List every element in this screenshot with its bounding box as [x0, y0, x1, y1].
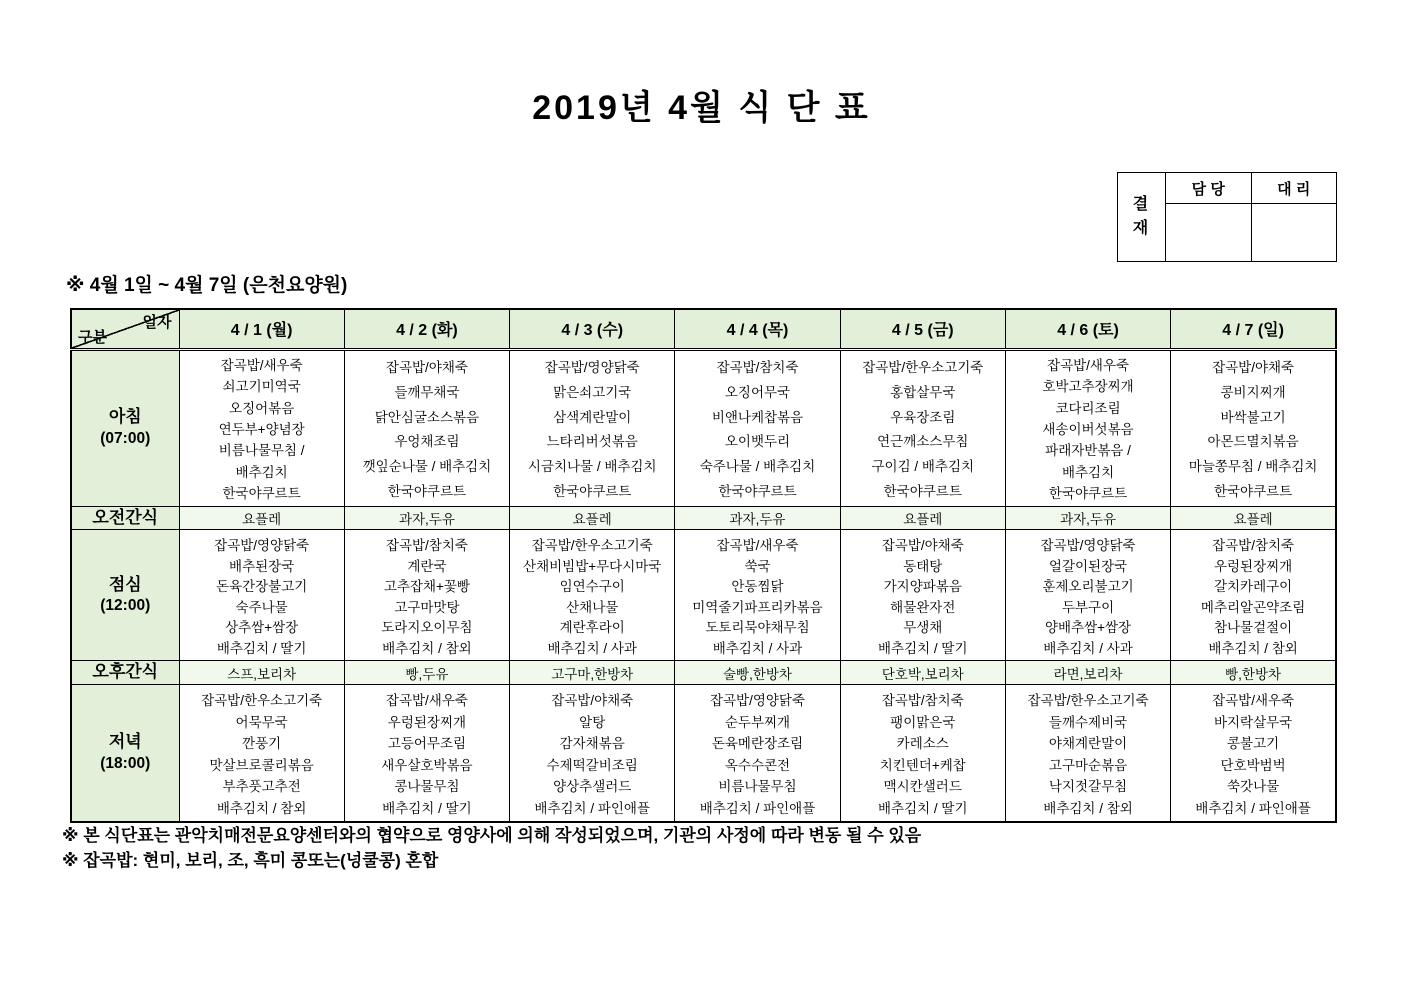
menu-item: 양배추쌈+쌈장 [1044, 620, 1132, 636]
menu-cell-lines [180, 532, 344, 659]
menu-item: 갈치카레구이 [1213, 579, 1293, 595]
menu-item: 쑥국 [744, 558, 771, 574]
row-label [71, 661, 179, 685]
menu-item: 도토리묵야채무침 [705, 620, 810, 636]
menu-cell [510, 349, 675, 506]
menu-item: 쇠고기미역국 [222, 379, 301, 395]
snack-cell: 술빵,한방차 [675, 661, 840, 685]
menu-item: 계란후라이 [559, 620, 625, 636]
menu-item: 배추김치 / 사과 [712, 640, 803, 656]
menu-item: 배추김치 / 참외 [382, 640, 472, 656]
menu-cell-lines [675, 532, 839, 659]
menu-item: 팽이맑은국 [890, 714, 956, 730]
day-header: 4 / 2 (화) [344, 309, 509, 349]
row-label-text: 아침 [108, 407, 142, 427]
menu-item: 치킨텐더+케찹 [879, 757, 966, 773]
menu-item: 어묵무국 [235, 714, 288, 730]
menu-cell-lines [510, 532, 674, 659]
snack-cell: 빵,두유 [344, 661, 509, 685]
menu-item: 안동찜닭 [731, 579, 784, 595]
menu-cell [179, 349, 344, 506]
menu-cell-lines [1006, 687, 1170, 820]
snack-cell: 요플레 [179, 506, 344, 530]
menu-item: 배추된장국 [229, 558, 295, 574]
menu-item: 배추김치 / 딸기 [878, 640, 968, 656]
approval-stamp-label [1118, 173, 1166, 262]
menu-cell [1005, 349, 1170, 506]
menu-item: 배추김치 / 파인애플 [534, 800, 650, 816]
week-range-subtitle: ※ 4월 1일 ~ 4월 7일 (은천요양원) [66, 275, 348, 296]
menu-item: 수제떡갈비조림 [546, 757, 638, 773]
menu-item: 한국야쿠르트 [1213, 484, 1293, 500]
menu-cell [344, 349, 509, 506]
menu-item: 파래자반볶음 / [1045, 443, 1131, 459]
menu-cell-lines [345, 352, 509, 505]
menu-item: 배추김치 / 참외 [1043, 800, 1133, 816]
menu-item: 잡곡밥/야채죽 [1212, 359, 1295, 375]
menu-item: 감자채볶음 [559, 736, 625, 752]
menu-item: 새우살호박볶음 [381, 757, 473, 773]
snack-row [71, 506, 1336, 530]
menu-item: 한국야쿠르트 [553, 484, 632, 500]
menu-item: 한국야쿠르트 [718, 484, 797, 500]
menu-item: 바싹불고기 [1220, 409, 1286, 425]
footer-notes [62, 824, 921, 873]
menu-cell-lines [510, 352, 674, 505]
menu-cell-lines [1171, 352, 1335, 505]
day-header: 4 / 6 (토) [1005, 309, 1170, 349]
row-label-text: 점심 [108, 574, 142, 594]
menu-item: 잡곡밥/한우소고기죽 [531, 538, 653, 554]
corner-label-category: 구분 [78, 328, 107, 346]
menu-item: 들깨수제비국 [1048, 714, 1128, 730]
menu-item: 콩나물무침 [394, 779, 460, 795]
menu-item: 홍합살무국 [890, 384, 956, 400]
menu-cell-lines [345, 687, 509, 820]
menu-item: 잡곡밥/한우소고기죽 [201, 693, 323, 709]
snack-cell: 과자,두유 [344, 506, 509, 530]
menu-item: 잡곡밥/참치죽 [385, 538, 468, 554]
menu-cell [1171, 530, 1336, 661]
menu-item: 삼색계란말이 [553, 409, 632, 425]
menu-item: 고추잡채+꽃빵 [383, 579, 470, 595]
approval-col-manager: 담 당 [1166, 173, 1252, 204]
menu-item: 새송이버섯볶음 [1042, 421, 1134, 437]
menu-item: 잡곡밥/야채죽 [385, 359, 468, 375]
menu-item: 호박고추장찌개 [1042, 379, 1134, 395]
menu-item: 배추김치 [235, 464, 288, 480]
menu-item: 잡곡밥/참치죽 [1212, 538, 1295, 554]
menu-item: 잡곡밥/새우죽 [1047, 358, 1130, 374]
menu-item: 참나물겉절이 [1213, 620, 1293, 636]
menu-item: 잡곡밥/야채죽 [881, 538, 964, 554]
menu-item: 숙주나물 [235, 599, 288, 615]
menu-item: 순두부찌개 [724, 714, 791, 730]
menu-cell [179, 685, 344, 822]
menu-item: 가지양파볶음 [883, 579, 962, 595]
day-header: 4 / 7 (일) [1171, 309, 1336, 349]
menu-cell-lines [675, 352, 839, 505]
row-label [71, 506, 179, 530]
row-label-time: (18:00) [100, 755, 151, 773]
menu-item: 바지락살무국 [1213, 714, 1293, 730]
table-header-row [71, 309, 1336, 349]
menu-cell [840, 530, 1005, 661]
menu-cell-lines [1171, 687, 1335, 820]
menu-item: 우렁된장찌개 [387, 714, 467, 730]
snack-cell: 빵,한방차 [1171, 661, 1336, 685]
menu-cell [344, 530, 509, 661]
menu-item: 임연수구이 [559, 579, 625, 595]
menu-item: 도라지오이무침 [381, 620, 473, 636]
menu-cell-lines [841, 352, 1005, 505]
menu-item: 잡곡밥/영양닭죽 [214, 538, 310, 554]
menu-item: 잡곡밥/영양닭죽 [544, 359, 640, 375]
menu-item: 배추김치 / 파인애플 [1195, 800, 1311, 816]
menu-item: 숙주나물 / 배추김치 [699, 459, 816, 475]
menu-item: 배추김치 / 사과 [547, 640, 637, 656]
menu-cell-lines [510, 687, 674, 820]
approval-col-deputy: 대 리 [1251, 173, 1337, 204]
menu-item: 배추김치 / 참외 [1208, 640, 1298, 656]
snack-cell: 요플레 [510, 506, 675, 530]
snack-cell: 라면,보리차 [1005, 661, 1170, 685]
menu-cell-lines [1006, 352, 1170, 505]
meal-row [71, 685, 1336, 822]
snack-cell: 과자,두유 [675, 506, 840, 530]
page-title: 2019년 4월 식 단 표 [532, 89, 871, 127]
menu-item: 두부구이 [1061, 599, 1115, 615]
menu-cell-lines [1171, 532, 1335, 659]
menu-item: 단호박범벅 [1220, 757, 1286, 773]
menu-item: 고구마순볶음 [1048, 757, 1128, 773]
meal-row [71, 530, 1336, 661]
menu-item: 맥시칸샐러드 [883, 779, 962, 795]
corner-label-date: 일자 [142, 314, 172, 331]
menu-item: 아몬드멸치볶음 [1207, 434, 1299, 450]
menu-item: 배추김치 / 딸기 [878, 800, 968, 816]
menu-item: 배추김치 / 파인애플 [699, 800, 816, 816]
day-header: 4 / 1 (월) [179, 309, 344, 349]
row-label-text: 오후간식 [92, 662, 159, 682]
menu-item: 잡곡밥/새우죽 [1212, 693, 1295, 709]
menu-item: 잡곡밥/새우죽 [220, 358, 303, 374]
menu-item: 연근깨소스무침 [877, 434, 969, 450]
menu-cell [675, 349, 840, 506]
menu-cell [1005, 685, 1170, 822]
menu-item: 우엉채조림 [394, 434, 460, 450]
row-label [71, 530, 179, 661]
menu-item: 상추쌈+쌈장 [225, 620, 299, 636]
menu-item: 고구마맛탕 [394, 599, 460, 615]
row-label [71, 349, 179, 506]
menu-item: 동태탕 [903, 558, 943, 574]
snack-cell: 고구마,한방차 [510, 661, 675, 685]
menu-cell [675, 685, 840, 822]
approval-stamp-text: 결재 [1132, 196, 1151, 237]
menu-cell-lines [180, 352, 344, 505]
menu-item: 무생채 [903, 620, 943, 636]
menu-cell [840, 349, 1005, 506]
menu-cell [179, 530, 344, 661]
menu-item: 비름나물무침 [718, 779, 797, 795]
menu-item: 맛살브로콜리볶음 [209, 757, 314, 773]
approval-sign-cell-deputy [1251, 204, 1337, 262]
menu-item: 닭안심굴소스볶음 [374, 409, 480, 425]
menu-item: 깐풍기 [242, 736, 282, 752]
menu-cell [1171, 349, 1336, 506]
menu-item: 코다리조림 [1055, 400, 1121, 416]
menu-item: 잡곡밥/새우죽 [385, 693, 468, 709]
menu-cell [1005, 530, 1170, 661]
menu-cell [675, 530, 840, 661]
menu-item: 잡곡밥/한우소고기죽 [1027, 693, 1149, 709]
snack-cell: 과자,두유 [1005, 506, 1170, 530]
menu-item: 한국야쿠르트 [222, 485, 301, 501]
row-label-time: (12:00) [100, 597, 151, 615]
menu-item: 오징어볶음 [229, 400, 295, 416]
menu-item: 깻잎순나물 / 배추김치 [362, 459, 492, 475]
note-line: ※ 본 식단표는 관악치매전문요양센터와의 협약으로 영양사에 의해 작성되었으며, 기관의 사정에 따라 변동 될 수 있음 [62, 826, 922, 845]
row-label-text: 저녁 [108, 732, 142, 752]
menu-cell-lines [675, 687, 839, 820]
menu-item: 구이김 / 배추김치 [871, 459, 975, 475]
approval-box [1117, 172, 1337, 262]
menu-item: 맑은쇠고기국 [553, 384, 632, 400]
menu-cell-lines [841, 532, 1005, 659]
menu-item: 돈육간장불고기 [215, 579, 308, 595]
row-label [71, 685, 179, 822]
menu-item: 잡곡밥/영양닭죽 [709, 693, 805, 709]
menu-item: 우육장조림 [890, 409, 956, 425]
menu-cell-lines [345, 532, 509, 659]
menu-cell-lines [180, 687, 344, 820]
menu-cell-lines [1006, 532, 1170, 659]
menu-item: 잡곡밥/참치죽 [881, 693, 964, 709]
menu-item: 한국야쿠르트 [1048, 485, 1128, 501]
menu-item: 산채비빔밥+무다시마국 [523, 558, 662, 574]
day-header: 4 / 4 (목) [675, 309, 840, 349]
snack-cell: 요플레 [1171, 506, 1336, 530]
menu-item: 잡곡밥/한우소고기죽 [862, 359, 984, 375]
menu-item: 낙지젓갈무침 [1048, 779, 1128, 795]
menu-item: 배추김치 / 사과 [1043, 640, 1133, 656]
menu-item: 쑥갓나물 [1227, 779, 1280, 795]
snack-row [71, 661, 1336, 685]
snack-cell: 스프,보리차 [179, 661, 344, 685]
menu-item: 알탕 [579, 714, 606, 730]
menu-item: 카레소스 [896, 736, 949, 752]
menu-item: 우렁된장찌개 [1213, 558, 1293, 574]
row-label-text: 오전간식 [92, 507, 159, 527]
menu-item: 들깨무채국 [394, 384, 460, 400]
note-line: ※ 잡곡밥: 현미, 보리, 조, 흑미 콩또는(넝쿨콩) 혼합 [62, 850, 439, 870]
menu-item: 잡곡밥/참치죽 [716, 359, 799, 375]
day-header: 4 / 3 (수) [510, 309, 675, 349]
menu-cell [510, 530, 675, 661]
snack-cell: 단호박,보리차 [840, 661, 1005, 685]
menu-item: 계란국 [407, 558, 447, 574]
menu-item: 연두부+양념장 [218, 421, 305, 437]
row-label-time: (07:00) [100, 430, 151, 447]
menu-item: 미역줄기파프리카볶음 [692, 599, 823, 615]
menu-item: 잡곡밥/영양닭죽 [1040, 538, 1136, 554]
menu-cell [840, 685, 1005, 822]
weekly-menu-table [70, 308, 1337, 823]
corner-cell [71, 309, 179, 349]
menu-item: 야채계란말이 [1048, 736, 1128, 752]
menu-item: 시금치나물 / 배추김치 [527, 459, 657, 475]
day-header: 4 / 5 (금) [840, 309, 1005, 349]
menu-item: 메추리알곤약조림 [1200, 599, 1306, 615]
menu-item: 잡곡밥/새우죽 [716, 538, 799, 554]
menu-item: 얼갈이된장국 [1048, 558, 1128, 574]
menu-item: 옥수수콘전 [724, 757, 791, 773]
snack-cell: 요플레 [840, 506, 1005, 530]
menu-item: 산채나물 [566, 599, 619, 615]
menu-item: 마늘쫑무침 / 배추김치 [1188, 459, 1318, 475]
menu-cell [1171, 685, 1336, 822]
menu-item: 배추김치 [1061, 464, 1115, 480]
menu-item: 배추김치 / 참외 [216, 800, 307, 816]
menu-item: 배추김치 / 딸기 [382, 800, 472, 816]
menu-item: 오징어무국 [724, 384, 791, 400]
menu-item: 한국야쿠르트 [387, 484, 467, 500]
menu-cell-lines [841, 687, 1005, 820]
menu-item: 돈육메란장조림 [711, 736, 804, 752]
menu-item: 비름나물무침 / [218, 443, 305, 459]
menu-item: 비앤나케찹볶음 [711, 409, 804, 425]
menu-item: 배추김치 / 딸기 [216, 640, 307, 656]
meal-row [71, 349, 1336, 506]
menu-item: 부추풋고추전 [222, 779, 301, 795]
approval-sign-cell-manager [1166, 204, 1252, 262]
menu-item: 고등어무조림 [387, 736, 467, 752]
menu-item: 콩불고기 [1227, 736, 1280, 752]
menu-item: 양상추샐러드 [553, 779, 632, 795]
menu-item: 한국야쿠르트 [883, 484, 962, 500]
menu-cell [510, 685, 675, 822]
menu-item: 잡곡밥/야채죽 [551, 693, 634, 709]
menu-cell [344, 685, 509, 822]
menu-item: 오이뱃두리 [724, 434, 791, 450]
menu-item: 해물완자전 [890, 599, 956, 615]
menu-item: 콩비지찌개 [1220, 384, 1286, 400]
menu-item: 훈제오리불고기 [1042, 579, 1134, 595]
menu-item: 느타리버섯볶음 [546, 434, 638, 450]
